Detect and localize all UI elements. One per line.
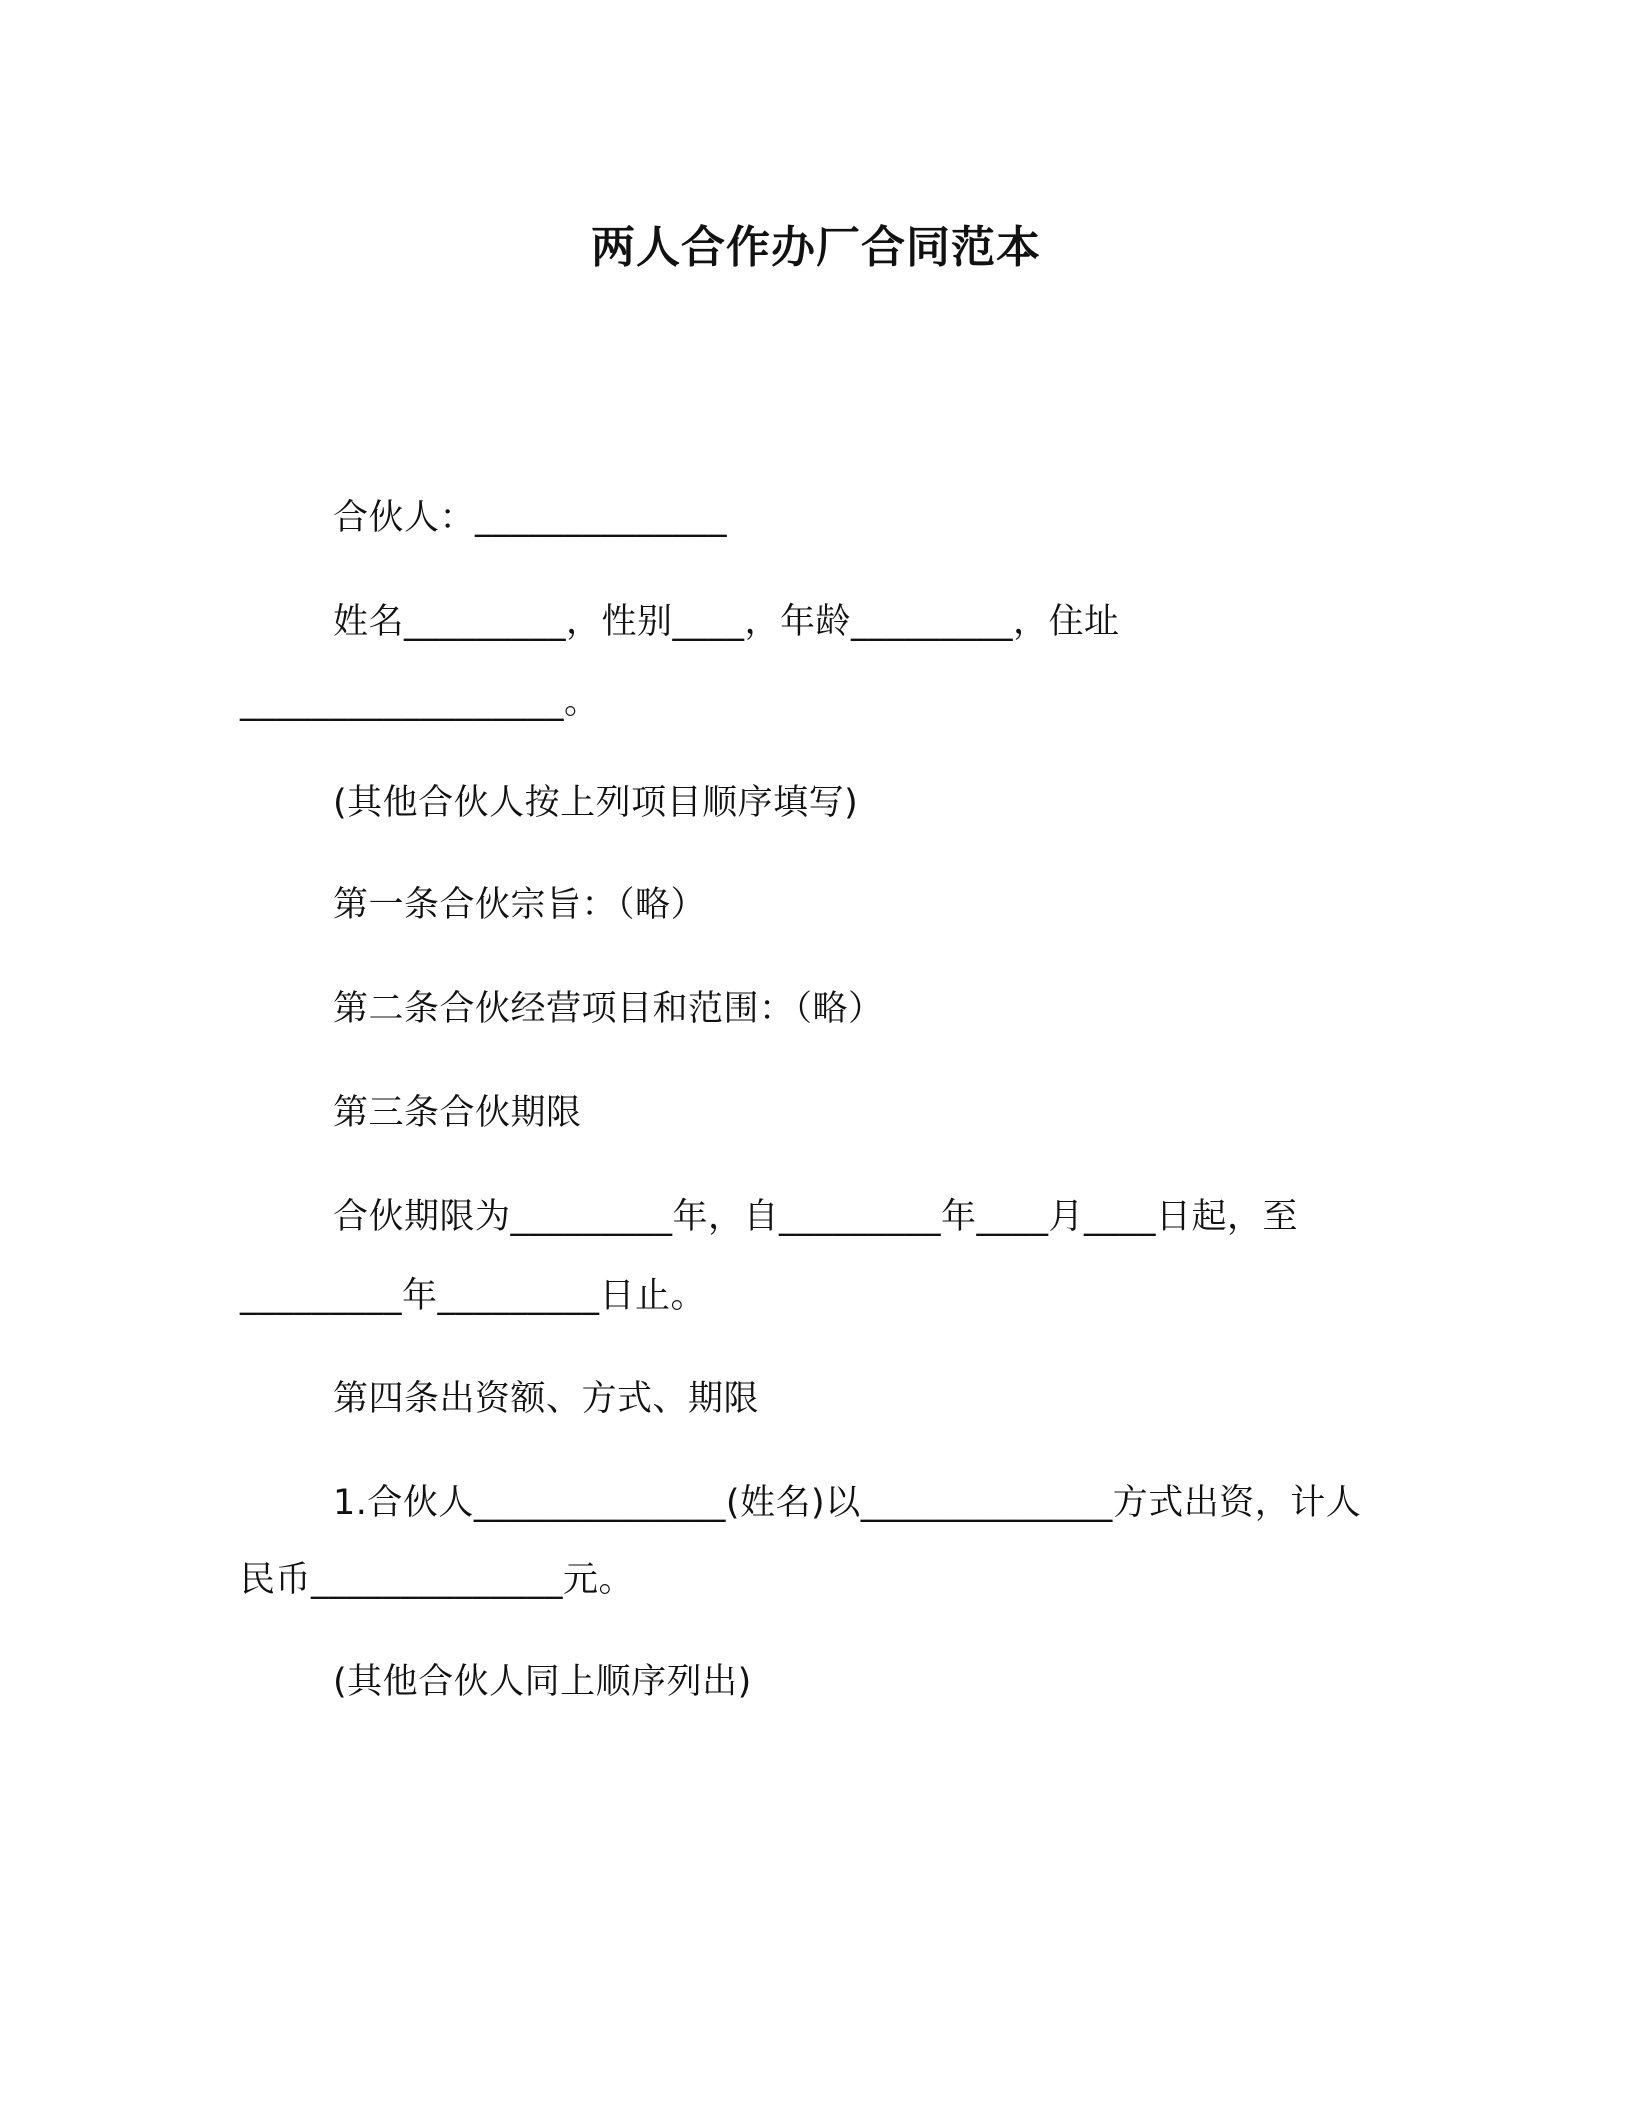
partner-line: 合伙人：______________ bbox=[333, 498, 728, 538]
term-end-line: _________年_________日止。 bbox=[240, 1276, 707, 1316]
other-partners-note: (其他合伙人按上列项目顺序填写) bbox=[333, 783, 859, 823]
article-three-heading: 第三条合伙期限 bbox=[333, 1093, 582, 1133]
partner-info-line: 姓名_________，性别____，年龄_________，住址 bbox=[333, 602, 1120, 642]
article-two: 第二条合伙经营项目和范围：（略） bbox=[333, 989, 884, 1029]
address-blank-line: __________________。 bbox=[240, 682, 600, 722]
document-title: 两人合作办厂合同范本 bbox=[591, 222, 1041, 273]
other-partners-list-note: (其他合伙人同上顺序列出) bbox=[333, 1662, 752, 1702]
contribution-amount-line: 民币______________元。 bbox=[240, 1560, 635, 1600]
contribution-line: 1.合伙人______________(姓名)以______________方式出资，计人 bbox=[333, 1483, 1362, 1523]
article-one: 第一条合伙宗旨：（略） bbox=[333, 885, 707, 925]
term-line: 合伙期限为_________年，自_________年____月____日起，至 bbox=[333, 1197, 1299, 1237]
article-four-heading: 第四条出资额、方式、期限 bbox=[333, 1379, 760, 1419]
